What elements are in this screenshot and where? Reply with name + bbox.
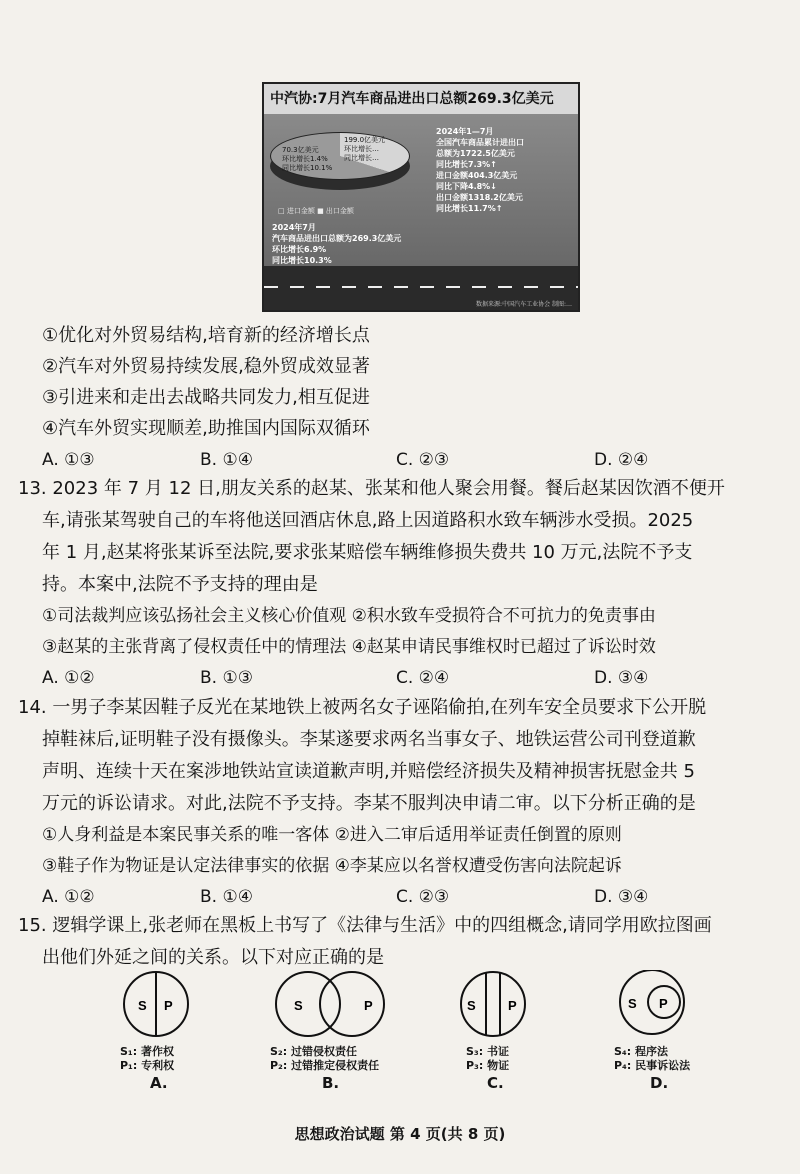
ytd-stats (436, 126, 524, 214)
q14-option-b: B. ①④ (200, 887, 253, 907)
diagram-d-letter: D. (650, 1074, 669, 1092)
diagram-c-p-label: P₃: 物证 (466, 1059, 510, 1072)
q13-option-b: B. ①③ (200, 668, 253, 688)
diagram-c-s-label: S₃: 书证 (466, 1045, 509, 1058)
q14-option-a: A. ①② (42, 887, 95, 907)
ytd-line: 进口金额404.3亿美元 (436, 171, 518, 180)
q14-statement: ①人身利益是本案民事关系的唯一客体 ②进入二审后适用举证责任倒置的原则 (42, 825, 622, 845)
road-stripe (264, 286, 578, 288)
diagram-a-p-mark: P (164, 998, 173, 1013)
q14-stem-line: 14. 一男子李某因鞋子反光在某地铁上被两名女子诬陷偷拍,在列车安全员要求下公开脱 (18, 697, 707, 718)
diagram-c-s-mark: S (467, 998, 476, 1013)
diagram-a-caption (120, 1045, 174, 1073)
diagram-c-caption (466, 1045, 509, 1073)
q14-option-c: C. ②③ (396, 887, 450, 907)
diagram-d-caption (614, 1045, 690, 1073)
q12-option-a: A. ①③ (42, 450, 95, 470)
pie-label-import: 70.3亿美元 环比增长1.4% 同比增长10.1% (282, 146, 333, 172)
diagram-b-letter: B. (322, 1074, 340, 1092)
euler-diagrams (0, 970, 800, 1040)
q12-option-d: D. ②④ (594, 450, 649, 470)
diagram-a-p-label: P₁: 专利权 (120, 1059, 175, 1072)
diagram-d (620, 970, 684, 1034)
q14-statement: ③鞋子作为物证是认定法律事实的依据 ④李某应以名誉权遭受伤害向法院起诉 (42, 856, 622, 876)
july-line: 汽车商品进出口总额为269.3亿美元 (272, 234, 402, 243)
page-footer: 思想政治试题 第 4 页(共 8 页) (294, 1125, 506, 1143)
diagram-b-circle-p (320, 972, 384, 1036)
diagram-d-s-mark: S (628, 996, 637, 1011)
q13-stem-line: 车,请张某驾驶自己的车将他送回酒店休息,路上因道路积水致车辆涉水受损。2025 (42, 510, 694, 531)
q13-statement: ③赵某的主张背离了侵权责任中的情理法 ④赵某申请民事维权时已超过了诉讼时效 (42, 637, 656, 657)
diagram-d-p-label: P₄: 民事诉讼法 (614, 1059, 691, 1072)
diagram-b-p-mark: P (364, 998, 373, 1013)
ytd-line: 总额为1722.5亿美元 (436, 149, 515, 158)
ytd-line: 同比增长11.7%↑ (436, 204, 503, 213)
q14-stem-line: 声明、连续十天在案涉地铁站宣读道歉声明,并赔偿经济损失及精神损害抚慰金共 5 (42, 761, 695, 782)
q13-statement: ①司法裁判应该弘扬社会主义核心价值观 ②积水致车受损符合不可抗力的免责事由 (42, 606, 656, 626)
road-graphic (264, 266, 578, 312)
infographic-title: 中汽协:7月汽车商品进出口总额269.3亿美元 (264, 84, 578, 114)
q14-option-d: D. ③④ (594, 887, 649, 907)
pie-legend: □ 进口金额 ■ 出口金额 (278, 207, 354, 215)
q12-statement: ①优化对外贸易结构,培育新的经济增长点 (42, 325, 370, 346)
diagram-b (276, 972, 384, 1036)
q15-stem-line: 15. 逻辑学课上,张老师在黑板上书写了《法律与生活》中的四组概念,请同学用欧拉图画 (18, 915, 712, 936)
q14-stem-line: 万元的诉讼请求。对此,法院不予支持。李某不服判决申请二审。以下分析正确的是 (42, 793, 696, 814)
q15-stem-line: 出他们外延之间的关系。以下对应正确的是 (42, 947, 384, 968)
july-line: 同比增长10.3% (272, 256, 332, 265)
ytd-line: 出口金额1318.2亿美元 (436, 193, 523, 202)
diagram-b-s-label: S₂: 过错侵权责任 (270, 1045, 357, 1058)
q12-option-b: B. ①④ (200, 450, 253, 470)
q13-stem-line: 13. 2023 年 7 月 12 日,朋友关系的赵某、张某和他人聚会用餐。餐后赵某因饮酒不便开 (18, 478, 725, 499)
diagram-d-p-mark: P (659, 996, 668, 1011)
diagram-c (461, 972, 525, 1036)
q12-statement: ②汽车对外贸易持续发展,稳外贸成效显著 (42, 356, 370, 377)
diagram-c-p-mark: P (508, 998, 517, 1013)
q13-stem-line: 持。本案中,法院不予支持的理由是 (42, 574, 318, 595)
july-stats (272, 222, 401, 266)
diagram-a-s-label: S₁: 著作权 (120, 1045, 174, 1058)
q13-option-c: C. ②④ (396, 668, 450, 688)
diagram-b-p-label: P₂: 过错推定侵权责任 (270, 1059, 380, 1072)
q13-option-a: A. ①② (42, 668, 95, 688)
q12-statement: ③引进来和走出去战略共同发力,相互促进 (42, 387, 370, 408)
q13-stem-line: 年 1 月,赵某将张某诉至法院,要求张某赔偿车辆维修损失费共 10 万元,法院不予支 (42, 542, 693, 563)
ytd-line: 同比增长7.3%↑ (436, 160, 497, 169)
diagram-b-s-mark: S (294, 998, 303, 1013)
diagram-c-letter: C. (487, 1074, 504, 1092)
q12-statement: ④汽车外贸实现顺差,助推国内国际双循环 (42, 418, 370, 439)
july-line: 2024年7月 (272, 223, 316, 232)
ytd-line: 同比下降4.8%↓ (436, 182, 497, 191)
diagram-b-caption (270, 1045, 379, 1073)
diagram-d-s-label: S₄: 程序法 (614, 1045, 668, 1058)
diagram-a-s-mark: S (138, 998, 147, 1013)
diagram-a-letter: A. (150, 1074, 168, 1092)
q12-option-c: C. ②③ (396, 450, 450, 470)
ytd-line: 全国汽车商品累计进出口 (436, 138, 524, 147)
q14-stem-line: 掉鞋袜后,证明鞋子没有摄像头。李某遂要求两名当事女子、地铁运营公司刊登道歉 (42, 729, 696, 750)
diagram-a (124, 972, 188, 1036)
ytd-line: 2024年1—7月 (436, 127, 494, 136)
pie-label-export: 199.0亿美元 环比增长… 同比增长… (344, 136, 386, 162)
infographic-source: 数据来源:中国汽车工业协会 制图:… (476, 301, 572, 308)
trade-infographic (262, 82, 580, 312)
july-line: 环比增长6.9% (272, 245, 327, 254)
infographic-body (264, 114, 578, 312)
pie-chart (270, 132, 420, 192)
q13-option-d: D. ③④ (594, 668, 649, 688)
